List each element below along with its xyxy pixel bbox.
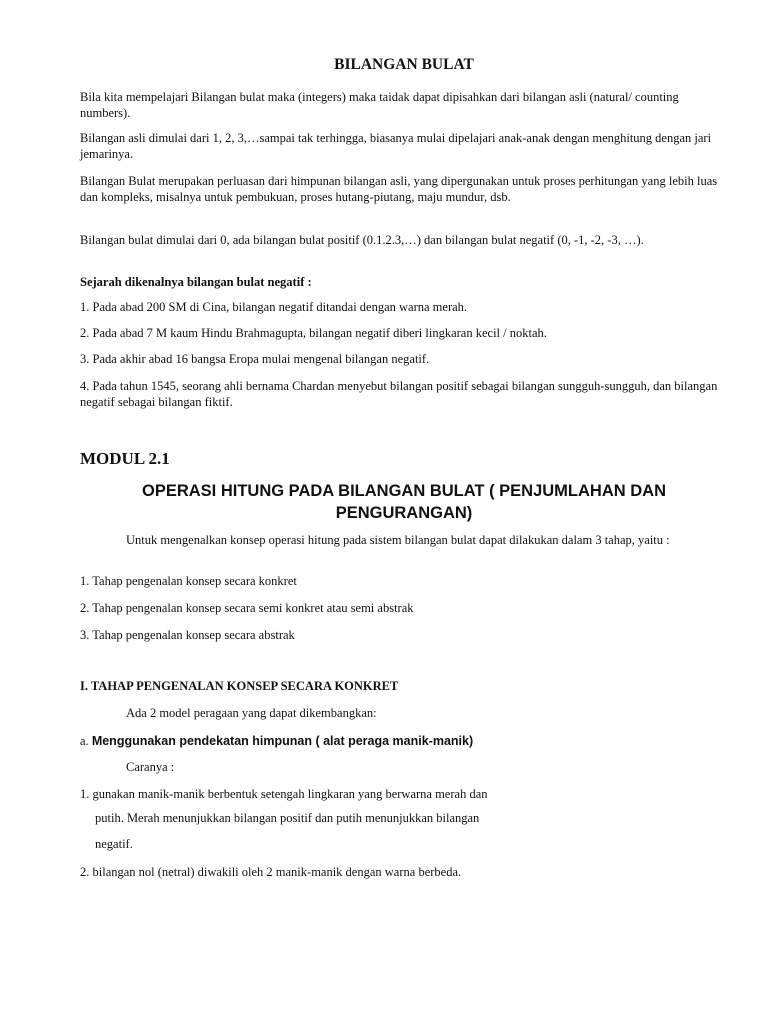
item-a-title: Menggunakan pendekatan himpunan ( alat peraga manik-manik) [91, 734, 474, 748]
history-item-1: 1. Pada abad 200 SM di Cina, bilangan negatif ditandai dengan warna merah. [80, 300, 468, 314]
operation-title [80, 480, 728, 524]
models-intro: Ada 2 model peragaan yang dapat dikembangkan: [126, 706, 377, 720]
stage-item-2: 2. Tahap pengenalan konsep secara semi konkret atau semi abstrak [80, 601, 414, 615]
item-a [80, 733, 728, 749]
paragraph-integer-start: Bilangan bulat dimulai dari 0, ada bilangan bulat positif (0.1.2.3,…) dan bilangan bulat negatif (0, -1, -2, -3, …). [80, 233, 644, 247]
operation-title-line2: PENGURANGAN) [335, 504, 473, 522]
item-a-prefix: a. [80, 734, 92, 748]
stage-item-3: 3. Tahap pengenalan konsep secara abstrak [80, 628, 295, 642]
history-item-2: 2. Pada abad 7 M kaum Hindu Brahmagupta, bilangan negatif diberi lingkaran kecil / noktah. [80, 326, 547, 340]
history-item-4: 4. Pada tahun 1545, seorang ahli bernama Chardan menyebut bilangan positif sebagai bilangan sungguh-sungguh, dan bilangan negatif sebagai bilangan fiktif. [80, 379, 718, 409]
step-2: 2. bilangan nol (netral) diwakili oleh 2 manik-manik dengan warna berbeda. [80, 865, 462, 879]
paragraph-stages-intro: Untuk mengenalkan konsep operasi hitung pada sistem bilangan bulat dapat dilakukan dalam 3 tahap, yaitu : [126, 533, 670, 547]
paragraph-integers-intro: Bila kita mempelajari Bilangan bulat maka (integers) maka taidak dapat dipisahkan dari bilangan asli (natural/ counting numbers). [80, 90, 679, 120]
modul-label: MODUL 2.1 [80, 449, 170, 468]
history-item-3: 3. Pada akhir abad 16 bangsa Eropa mulai mengenal bilangan negatif. [80, 352, 430, 366]
caranya-label: Caranya : [126, 760, 175, 774]
step-1-line-3: negatif. [95, 837, 133, 851]
operation-title-line1: OPERASI HITUNG PADA BILANGAN BULAT ( PENJUMLAHAN DAN [141, 482, 667, 500]
step-1-line-2: putih. Merah menunjukkan bilangan positif dan putih menunjukkan bilangan [95, 811, 480, 825]
document-title: BILANGAN BULAT [334, 56, 474, 73]
paragraph-integer-extension: Bilangan Bulat merupakan perluasan dari himpunan bilangan asli, yang dipergunakan untuk proses perhitungan yang lebih luas dan kompleks, misalnya untuk pembukuan, proses hutang-piutang, maju mundur, dsb. [80, 174, 718, 204]
history-heading: Sejarah dikenalnya bilangan bulat negatif : [80, 275, 312, 289]
step-1-line-1: 1. gunakan manik-manik berbentuk setengah lingkaran yang berwarna merah dan [80, 787, 488, 801]
stage-item-1: 1. Tahap pengenalan konsep secara konkret [80, 574, 297, 588]
paragraph-natural-numbers: Bilangan asli dimulai dari 1, 2, 3,…sampai tak terhingga, biasanya mulai dipelajari anak-anak dengan menghitung dengan jari jemarinya. [80, 131, 712, 161]
section-1-heading: I. TAHAP PENGENALAN KONSEP SECARA KONKRET [80, 679, 399, 693]
